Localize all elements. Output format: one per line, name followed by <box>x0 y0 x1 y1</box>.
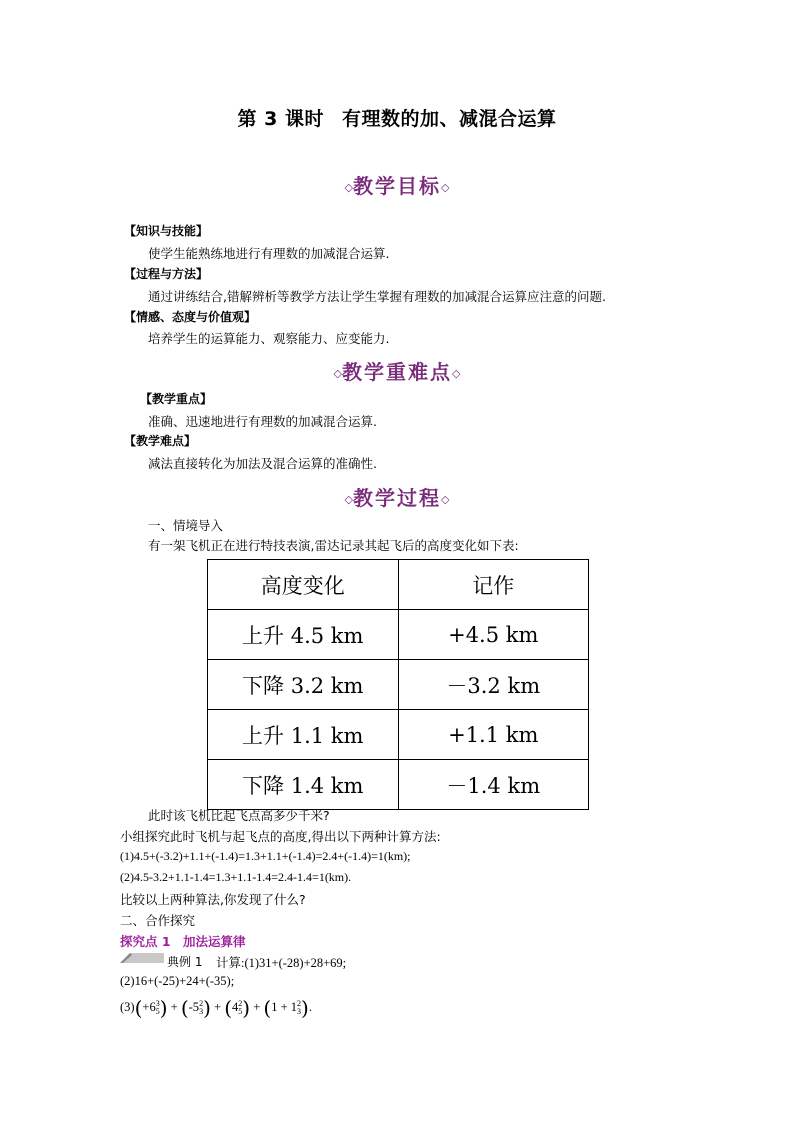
difficulty-text: 减法直接转化为加法及混合运算的准确性. <box>148 456 377 471</box>
table-cell: +1.1 km <box>398 710 589 760</box>
table-cell: 上升 1.1 km <box>208 710 399 760</box>
method-2-formula: (2)4.5-3.2+1.1-1.4=1.3+1.1-1.4=2.4-1.4=1(km). <box>120 870 352 884</box>
lesson-number: 第 3 课时 <box>237 108 324 130</box>
table-row <box>208 710 589 760</box>
process-method-label: 【过程与方法】 <box>124 267 209 281</box>
fraction-denominator: 5 <box>238 1007 243 1016</box>
example-3-formula: (3)(+6 3 5 ) + (-5 2 3 ) + (4 2 5 ) + (1 + 1 2 3 ). <box>120 996 312 1020</box>
example-3-prefix: (3) <box>120 999 135 1014</box>
fraction-numerator: 2 <box>238 999 243 1008</box>
knowledge-text: 使学生能熟练地进行有理数的加减混合运算. <box>148 246 390 261</box>
emotion-text: 培养学生的运算能力、观察能力、应变能力. <box>148 331 390 346</box>
explore-point-heading: 探究点 1 加法运算律 <box>120 934 246 949</box>
table-row <box>208 760 589 810</box>
diamond-icon: ◇ <box>344 181 353 194</box>
term-3-whole: 4 <box>232 999 239 1014</box>
page-title <box>0 104 794 131</box>
example-3-end: . <box>308 999 312 1014</box>
focus-label: 【教学重点】 <box>140 392 213 406</box>
table-cell: －3.2 km <box>398 660 589 710</box>
example-1-formula: 计算:(1)31+(-28)+28+69; <box>216 956 347 970</box>
difficulty-label: 【教学难点】 <box>124 434 197 448</box>
example-marker-icon <box>120 952 164 964</box>
plus-sign: + <box>170 999 178 1014</box>
question-text: 此时该飞机比起飞点高多少千米? <box>148 808 330 823</box>
focus-text: 准确、迅速地进行有理数的加减混合运算. <box>148 414 377 429</box>
table-cell: +4.5 km <box>398 610 589 660</box>
fraction-denominator: 3 <box>297 1007 301 1016</box>
fraction-numerator: 2 <box>297 999 301 1008</box>
table-cell: －1.4 km <box>398 760 589 810</box>
diamond-icon: ◇ <box>441 493 450 506</box>
section-heading-key-points <box>0 356 794 385</box>
plus-sign: + <box>253 999 261 1014</box>
fraction-denominator: 5 <box>155 1007 160 1016</box>
term-1-whole: +6 <box>142 999 156 1014</box>
section-heading-process <box>0 482 794 511</box>
table-header-cell: 记作 <box>398 560 589 610</box>
table-header-cell: 高度变化 <box>208 560 399 610</box>
diamond-icon: ◇ <box>441 181 450 194</box>
example-label: 典例 1 <box>167 955 203 969</box>
section-heading-process-label: 教学过程 <box>353 486 441 510</box>
table-header-row <box>208 560 589 610</box>
fraction-numerator: 2 <box>199 999 204 1008</box>
emotion-label: 【情感、态度与价值观】 <box>124 310 257 324</box>
cooperation-heading: 二、合作探究 <box>120 913 196 928</box>
diamond-icon: ◇ <box>333 367 342 380</box>
section-heading-goals <box>0 170 794 199</box>
fraction-numerator: 3 <box>155 999 160 1008</box>
intro-text: 有一架飞机正在进行特技表演,雷达记录其起飞后的高度变化如下表: <box>148 538 519 553</box>
plus-sign: + <box>214 999 222 1014</box>
lesson-topic: 有理数的加、减混合运算 <box>341 108 557 130</box>
fraction-denominator: 3 <box>199 1007 204 1016</box>
section-heading-goals-label: 教学目标 <box>353 174 441 198</box>
diamond-icon: ◇ <box>452 367 461 380</box>
process-method-text: 通过讲练结合,错解辨析等教学方法让学生掌握有理数的加减混合运算应注意的问题. <box>148 289 606 304</box>
compare-text: 比较以上两种算法,你发现了什么? <box>120 892 306 907</box>
table-cell: 下降 3.2 km <box>208 660 399 710</box>
table-row <box>208 610 589 660</box>
method-1-formula: (1)4.5+(-3.2)+1.1+(-1.4)=1.3+1.1+(-1.4)=2.4+(-1.4)=1(km); <box>120 849 411 863</box>
height-change-table <box>207 559 589 810</box>
group-text: 小组探究此时飞机与起飞点的高度,得出以下两种计算方法: <box>120 829 441 844</box>
section-heading-key-points-label: 教学重难点 <box>342 360 452 384</box>
knowledge-label: 【知识与技能】 <box>124 224 209 238</box>
diamond-icon: ◇ <box>344 493 353 506</box>
term-4-sum: 1 + 1 <box>271 999 297 1014</box>
term-2-whole: -5 <box>188 999 200 1014</box>
table-cell: 上升 4.5 km <box>208 610 399 660</box>
example-2-formula: (2)16+(-25)+24+(-35); <box>120 974 235 988</box>
intro-heading: 一、情境导入 <box>148 518 224 533</box>
table-row <box>208 660 589 710</box>
table-cell: 下降 1.4 km <box>208 760 399 810</box>
